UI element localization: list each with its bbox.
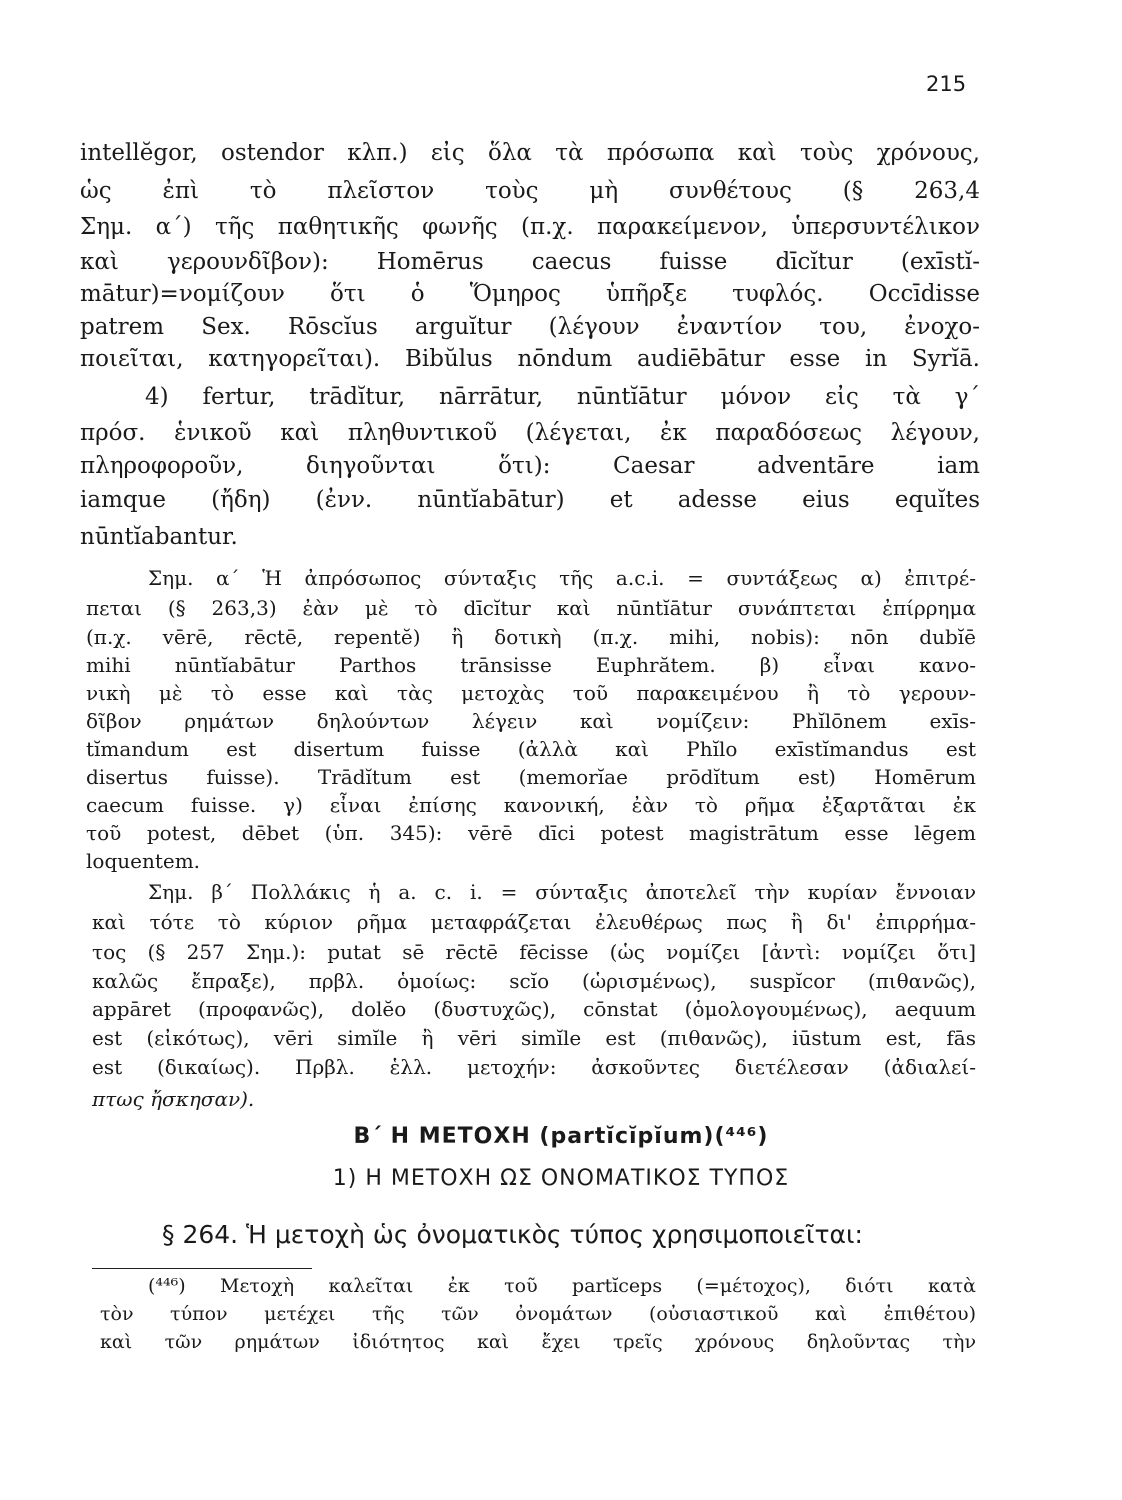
text-line: ὡς ἐπὶ τὸ πλεῖστον τοὺς μὴ συνθέτους (§ 263,4 (80, 178, 980, 204)
footnote-line: (⁴⁴⁶) Μετοχὴ καλεῖται ἐκ τοῦ partĭceps (=μέτοχος), διότι κατὰ (148, 1275, 976, 1297)
text-line: mihi nūntĭabātur Parthos trānsisse Euphrătem. β) εἶναι κανο- (86, 653, 976, 677)
text-line: πεται (§ 263,3) ἐὰν μὲ τὸ dīcĭtur καὶ nūntĭātur συνάπτεται ἐπίρρημα (86, 596, 976, 620)
page-number: 215 (926, 72, 967, 96)
text-line: πτως ἤσκησαν). (92, 1087, 255, 1111)
text-line: patrem Sex. Rōscĭus arguĭtur (λέγουν ἐναντίον του, ἐνοχο- (80, 314, 980, 340)
footnote-line: καὶ τῶν ρημάτων ἰδιότητος καὶ ἔχει τρεῖς χρόνους δηλοῦντας τὴν (100, 1331, 976, 1353)
text-line: νικὴ μὲ τὸ esse καὶ τὰς μετοχὰς τοῦ παρακειμένου ἢ τὸ γερουν- (86, 681, 976, 705)
text-line: (π.χ. vērē, rēctē, repentĕ) ἢ δοτικὴ (π.χ. mihi, nobis): nōn dubĭē (86, 625, 976, 649)
text-line: loquentem. (86, 849, 201, 873)
text-line: ποιεῖται, κατηγορεῖται). Bibŭlus nōndum audiēbātur esse in Syrĭā. (80, 346, 980, 372)
text-line: mātur)=νομίζουν ὅτι ὁ Ὅμηρος ὑπῆρξε τυφλός. Occīdisse (80, 281, 980, 307)
text-line: est (δικαίως). Πρβλ. ἑλλ. μετοχήν: ἀσκοῦντες διετέλεσαν (ἀδιαλεί- (92, 1055, 976, 1079)
section-heading: Β΄ Η ΜΕΤΟΧΗ (partĭcĭpĭum)(⁴⁴⁶) (353, 1124, 769, 1149)
text-line: intellĕgor, ostendor κλπ.) εἰς ὅλα τὰ πρόσωπα καὶ τοὺς χρόνους, (80, 140, 980, 166)
text-line: τοῦ potest, dēbet (ὑπ. 345): vērē dīci potest magistrātum esse lēgem (86, 821, 976, 845)
text-line: appāret (προφανῶς), dolĕo (δυστυχῶς), cōnstat (ὁμολογουμένως), aequum (92, 997, 976, 1021)
text-line: nūntĭabantur. (80, 524, 238, 550)
text-line: τος (§ 257 Σημ.): putat sē rēctē fēcisse (ὡς νομίζει [ἀντὶ: νομίζει ὅτι] (92, 940, 976, 964)
text-line: πληροφοροῦν, διηγοῦνται ὅτι): Caesar adventāre iam (80, 453, 980, 479)
text-line: tĭmandum est disertum fuisse (ἀλλὰ καὶ Phĭlo exīstĭmandus est (86, 737, 976, 761)
subsection-heading: 1) Η ΜΕΤΟΧΗ ΩΣ ΟΝΟΜΑΤΙΚΟΣ ΤΥΠΟΣ (332, 1166, 790, 1191)
text-line: πρόσ. ἑνικοῦ καὶ πληθυντικοῦ (λέγεται, ἐκ παραδόσεως λέγουν, (80, 420, 980, 446)
text-line: Σημ. α΄) τῆς παθητικῆς φωνῆς (π.χ. παρακείμενον, ὑπερσυντέλικον (80, 214, 980, 240)
text-line: καὶ τότε τὸ κύριον ρῆμα μεταφράζεται ἐλευθέρως πως ἢ δι' ἐπιρρήμα- (92, 910, 976, 934)
text-line: iamque (ἤδη) (ἐνν. nūntĭabātur) et adesse eius equĭtes (80, 487, 980, 513)
text-line: 4) fertur, trādĭtur, nārrātur, nūntĭātur μόνον εἰς τὰ γ΄ (145, 384, 980, 410)
text-line: καὶ γερουνδῖβον): Homērus caecus fuisse dīcĭtur (exīstĭ- (80, 249, 980, 275)
text-line: est (εἰκότως), vēri simĭle ἢ vēri simĭle est (πιθανῶς), iūstum est, fās (92, 1026, 976, 1050)
footnote-divider (92, 1268, 312, 1269)
text-line: καλῶς ἔπραξε), πρβλ. ὁμοίως: scĭo (ὡρισμένως), suspĭcor (πιθανῶς), (92, 969, 976, 993)
text-line: caecum fuisse. γ) εἶναι ἐπίσης κανονική, ἐὰν τὸ ρῆμα ἐξαρτᾶται ἐκ (86, 793, 976, 817)
footnote-line: τὸν τύπον μετέχει τῆς τῶν ὀνομάτων (οὐσιαστικοῦ καὶ ἐπιθέτου) (100, 1303, 976, 1325)
text-line: δῖβον ρημάτων δηλούντων λέγειν καὶ νομίζειν: Phĭlōnem exīs- (86, 709, 976, 733)
paragraph-264-heading: § 264. Ἡ μετοχὴ ὡς ὀνοματικὸς τύπος χρησιμοποιεῖται: (162, 1220, 863, 1249)
text-line: Σημ. α΄ Ἡ ἀπρόσωπος σύνταξις τῆς a.c.i. = συντάξεως α) ἐπιτρέ- (148, 566, 976, 590)
text-line: Σημ. β΄ Πολλάκις ἡ a. c. i. = σύνταξις ἀποτελεῖ τὴν κυρίαν ἔννοιαν (148, 880, 976, 904)
text-line: disertus fuisse). Trādĭtum est (memorĭae prōdĭtum est) Homērum (86, 765, 976, 789)
